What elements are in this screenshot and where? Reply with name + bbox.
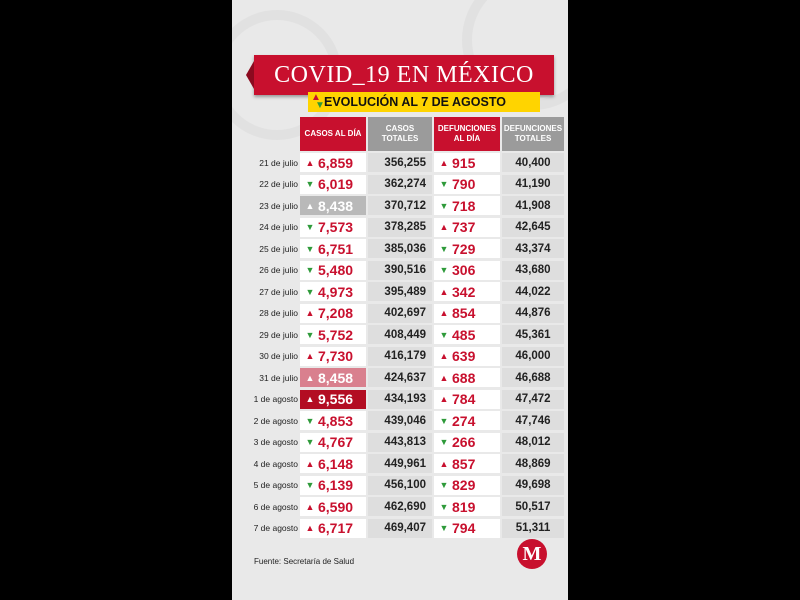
cases-per-day-cell [300,239,366,258]
milenio-logo: M [517,539,547,569]
cases-per-day-cell [300,282,366,301]
cases-per-day-value: 6,859 [318,154,354,171]
date-cell: 2 de agosto [253,415,298,426]
arrow-up-icon: ▲ [305,458,315,469]
total-deaths-cell: 45,361 [502,325,564,344]
cases-per-day-cell [300,454,366,473]
deaths-per-day-cell [434,261,500,280]
table-row [232,260,568,282]
total-deaths-cell: 46,688 [502,368,564,387]
deaths-per-day-cell [434,454,500,473]
cases-per-day-cell [300,433,366,452]
table-row [232,432,568,454]
total-deaths-cell: 47,472 [502,390,564,409]
arrow-up-icon: ▲ [305,351,315,361]
arrow-down-icon: ▼ [305,415,315,426]
table-row [232,303,568,325]
arrow-up-icon: ▲ [439,372,449,383]
arrow-down-icon: ▼ [305,480,315,490]
arrow-up-icon: ▲ [439,308,449,318]
cases-per-day-cell [300,153,366,172]
cases-per-day-value: 4,853 [318,412,354,429]
arrow-up-icon: ▲ [439,351,449,361]
arrow-up-icon: ▲ [305,157,315,168]
total-deaths-cell: 41,908 [502,196,564,215]
total-cases-cell: 416,179 [368,347,432,366]
cases-per-day-value: 5,480 [318,262,354,278]
deaths-per-day-cell [434,497,500,516]
date-cell: 5 de agosto [253,480,298,490]
total-cases-cell: 434,193 [368,390,432,409]
deaths-per-day-value: 790 [452,176,476,192]
arrow-up-icon: ▲ [439,222,449,232]
cases-per-day-value: 5,752 [318,326,354,343]
deaths-per-day-cell [434,368,500,387]
total-cases-cell: 385,036 [368,239,432,258]
date-cell: 1 de agosto [253,394,298,404]
up-down-arrows-icon: ▲ ▼ [311,92,325,111]
total-deaths-cell: 43,680 [502,261,564,280]
arrow-up-icon: ▲ [305,200,315,211]
deaths-per-day-value: 794 [452,520,476,536]
cases-per-day-value: 4,973 [318,283,354,300]
cases-per-day-cell [300,175,366,194]
date-cell: 29 de julio [259,329,298,340]
arrow-down-icon: ▼ [305,329,315,340]
total-cases-cell: 378,285 [368,218,432,237]
total-deaths-cell: 46,000 [502,347,564,366]
date-cell: 3 de agosto [253,437,298,447]
deaths-per-day-value: 274 [452,412,476,429]
deaths-per-day-cell [434,347,500,366]
total-deaths-cell: 47,746 [502,411,564,430]
deaths-per-day-cell [434,175,500,194]
cases-per-day-cell [300,497,366,516]
arrow-down-icon: ▼ [439,437,449,447]
total-cases-cell: 462,690 [368,497,432,516]
cases-per-day-cell [300,261,366,280]
table-row [232,281,568,303]
total-cases-cell: 370,712 [368,196,432,215]
arrow-up-icon: ▲ [439,458,449,469]
arrow-down-icon: ▼ [439,243,449,254]
table-row [232,518,568,540]
cases-per-day-value: 6,717 [318,520,354,536]
total-deaths-cell: 41,190 [502,175,564,194]
total-deaths-cell: 48,012 [502,433,564,452]
cases-per-day-cell [300,411,366,430]
cases-per-day-value: 9,556 [318,391,354,407]
cases-per-day-value: 6,019 [318,176,354,192]
arrow-up-icon: ▲ [439,286,449,297]
table-row [232,410,568,432]
total-cases-cell: 449,961 [368,454,432,473]
deaths-per-day-cell [434,390,500,409]
header-casos-al-dia: CASOS AL DÍA [300,117,366,151]
deaths-per-day-cell [434,411,500,430]
deaths-per-day-value: 915 [452,154,476,171]
source-note: Fuente: Secretaría de Salud [254,557,355,566]
deaths-per-day-cell [434,519,500,538]
total-cases-cell: 408,449 [368,325,432,344]
date-cell: 23 de julio [259,200,298,211]
cases-per-day-value: 7,208 [318,305,354,321]
deaths-per-day-value: 639 [452,348,476,364]
total-deaths-cell: 48,869 [502,454,564,473]
deaths-per-day-cell [434,304,500,323]
arrow-down-icon: ▼ [439,265,449,275]
arrow-down-icon: ▼ [305,179,315,189]
deaths-per-day-cell [434,218,500,237]
date-cell: 21 de julio [259,157,298,168]
arrow-down-icon: ▼ [439,179,449,189]
total-deaths-cell: 50,517 [502,497,564,516]
arrow-up-icon: ▲ [305,308,315,318]
cases-per-day-value: 4,767 [318,434,354,450]
deaths-per-day-value: 306 [452,262,476,278]
cases-per-day-value: 6,148 [318,455,354,472]
arrow-down-icon: ▼ [305,437,315,447]
deaths-per-day-value: 342 [452,283,476,300]
cases-per-day-cell [300,325,366,344]
total-cases-cell: 395,489 [368,282,432,301]
deaths-per-day-value: 718 [452,197,476,214]
header-defunciones-totales: DEFUNCIONES TOTALES [502,117,564,151]
total-deaths-cell: 42,645 [502,218,564,237]
date-cell: 27 de julio [259,286,298,297]
cases-per-day-value: 6,139 [318,477,354,493]
deaths-per-day-value: 784 [452,391,476,407]
arrow-down-icon: ▼ [305,286,315,297]
total-deaths-cell: 43,374 [502,239,564,258]
deaths-per-day-value: 854 [452,305,476,321]
table-row [232,453,568,475]
cases-per-day-value: 7,573 [318,219,354,235]
total-cases-cell: 443,813 [368,433,432,452]
arrow-up-icon: ▲ [305,394,315,404]
date-cell: 31 de julio [259,372,298,383]
infographic-card [232,0,568,600]
header-defunciones-al-dia: DEFUNCIONES AL DÍA [434,117,500,151]
total-deaths-cell: 51,311 [502,519,564,538]
cases-per-day-value: 6,751 [318,240,354,257]
subtitle-text: EVOLUCIÓN AL 7 DE AGOSTO [324,95,506,109]
cases-per-day-value: 7,730 [318,348,354,364]
date-cell: 25 de julio [259,243,298,254]
table-row [232,195,568,217]
arrow-down-icon: ▼ [305,265,315,275]
subtitle-banner [308,92,540,112]
date-cell: 7 de agosto [253,523,298,533]
cases-per-day-cell [300,347,366,366]
data-table [232,152,568,539]
cases-per-day-cell [300,218,366,237]
arrow-up-icon: ▲ [305,501,315,512]
table-row [232,475,568,497]
cases-per-day-cell [300,196,366,215]
table-row [232,346,568,368]
arrow-up-icon: ▲ [305,523,315,533]
date-cell: 4 de agosto [253,458,298,469]
cases-per-day-cell [300,368,366,387]
arrow-up-icon: ▲ [305,372,315,383]
date-cell: 30 de julio [259,351,298,361]
deaths-per-day-cell [434,153,500,172]
arrow-down-icon: ▼ [439,523,449,533]
total-cases-cell: 456,100 [368,476,432,495]
date-cell: 24 de julio [259,222,298,232]
table-row [232,174,568,196]
total-cases-cell: 390,516 [368,261,432,280]
table-row [232,367,568,389]
cases-per-day-value: 8,438 [318,197,354,214]
table-row [232,238,568,260]
total-cases-cell: 402,697 [368,304,432,323]
header-casos-totales: CASOS TOTALES [368,117,432,151]
deaths-per-day-cell [434,282,500,301]
arrow-down-icon: ▼ [439,200,449,211]
cases-per-day-cell [300,390,366,409]
page-title: COVID_19 EN MÉXICO [254,55,554,95]
total-deaths-cell: 49,698 [502,476,564,495]
arrow-down-icon: ▼ [439,415,449,426]
total-cases-cell: 362,274 [368,175,432,194]
cases-per-day-cell [300,519,366,538]
deaths-per-day-cell [434,239,500,258]
arrow-down-icon: ▼ [305,243,315,254]
date-cell: 22 de julio [259,179,298,189]
cases-per-day-cell [300,476,366,495]
arrow-up-icon: ▲ [439,157,449,168]
cases-per-day-cell [300,304,366,323]
arrow-down-icon: ▼ [439,480,449,490]
deaths-per-day-value: 266 [452,434,476,450]
arrow-down-icon: ▼ [305,222,315,232]
table-row [232,152,568,174]
cases-per-day-value: 8,458 [318,369,354,386]
total-cases-cell: 424,637 [368,368,432,387]
table-row [232,324,568,346]
deaths-per-day-value: 688 [452,369,476,386]
date-cell: 6 de agosto [253,501,298,512]
deaths-per-day-cell [434,476,500,495]
deaths-per-day-cell [434,433,500,452]
arrow-down-icon: ▼ [439,501,449,512]
deaths-per-day-value: 857 [452,455,476,472]
table-row [232,217,568,239]
deaths-per-day-value: 737 [452,219,476,235]
total-deaths-cell: 40,400 [502,153,564,172]
deaths-per-day-cell [434,196,500,215]
deaths-per-day-value: 819 [452,498,476,515]
deaths-per-day-value: 729 [452,240,476,257]
total-deaths-cell: 44,022 [502,282,564,301]
total-cases-cell: 356,255 [368,153,432,172]
deaths-per-day-cell [434,325,500,344]
arrow-up-icon: ▲ [439,394,449,404]
total-deaths-cell: 44,876 [502,304,564,323]
date-cell: 28 de julio [259,308,298,318]
cases-per-day-value: 6,590 [318,498,354,515]
table-row [232,496,568,518]
date-cell: 26 de julio [259,265,298,275]
total-cases-cell: 439,046 [368,411,432,430]
deaths-per-day-value: 829 [452,477,476,493]
deaths-per-day-value: 485 [452,326,476,343]
table-row [232,389,568,411]
total-cases-cell: 469,407 [368,519,432,538]
arrow-down-icon: ▼ [439,329,449,340]
